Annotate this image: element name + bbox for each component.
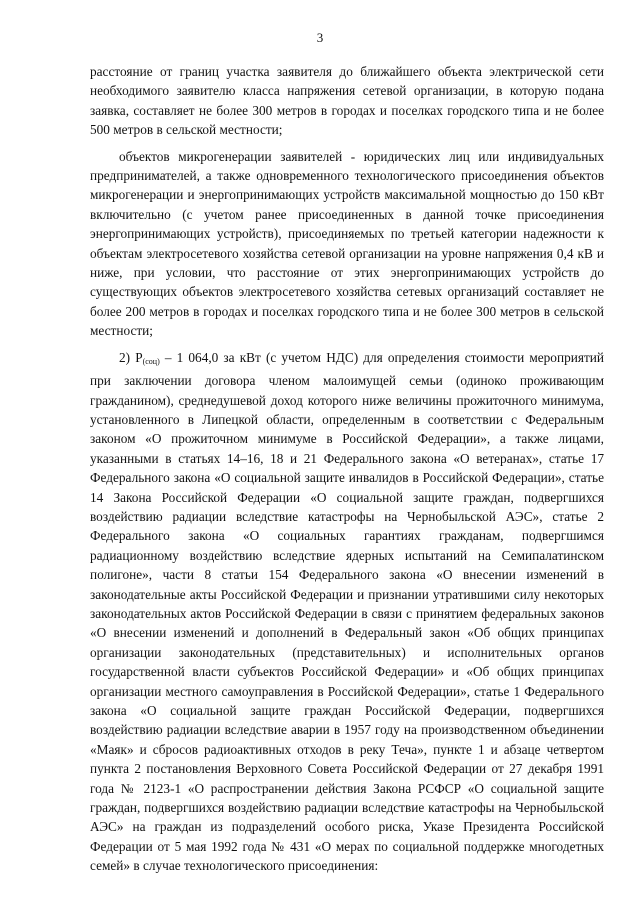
paragraph-distance-condition: расстояние от границ участка заявителя до ближайшего объекта электрической сети необходимого заявителю класса напряжения сетевой организации, в которую подана заявка, составляет не более 300 метров в городах и поселках городского типа и не более 500 метров в сельской местности;: [90, 64, 604, 138]
tariff-symbol: 2) Р: [119, 349, 143, 365]
document-body: [90, 62, 604, 883]
paragraph-social-tariff-text: – 1 064,0 за кВт (с учетом НДС) для определения стоимости мероприятий при заключении договора членом малоимущей семьи (одиноко проживающим гражданином), среднедушевой доход которого ниже величины прожиточного минимума, установленного в Липецкой области, определенным в соответствии с Федеральным законом «О прожиточном минимуме в Российской Федерации», а также лицами, указанными в статьях 14–16, 18 и 21 Федерального закона «О ветеранах», статье 17 Федерального закона «О социальной защите инвалидов в Российской Федерации», статье 14 Закона Российской Федерации «О социальной защите граждан, подвергшихся воздействию радиации вследствие катастрофы на Чернобыльской АЭС», статье 2 Федерального закона «О социальных гарантиях гражданам, подвергшимся радиационному воздействию вследствие ядерных испытаний на Семипалатинском полигоне», части 8 статьи 154 Федерального закона «О внесении изменений в законодательные акты Российской Федерации и признании утратившими силу некоторых законодательных актов Российской Федерации в связи с принятием федеральных законов «О внесении изменений и дополнений в Федеральный закон «Об общих принципах организации законодательных (представительных) и исполнительных органов государственной власти субъектов Российской Федерации» и «Об общих принципах организации местного самоуправления в Российской Федерации», статье 1 Федерального закона «О социальной защите граждан Российской Федерации, подвергшихся воздействию радиации вследствие аварии в 1957 году на производственном объединении «Маяк» и сбросов радиоактивных отходов в реку Теча», пункте 1 и абзаце четвертом пункта 2 постановления Верховного Совета Российской Федерации от 27 декабря 1991 года № 2123-1 «О распространении действия Закона РСФСР «О социальной защите граждан, подвергшихся воздействию радиации вследствие катастрофы на Чернобыльской АЭС» на граждан из подразделений особого риска, Указе Президента Российской Федерации от 5 мая 1992 года № 431 «О мерах по социальной поддержке многодетных семей» в случае технологического присоединения:: [90, 349, 604, 874]
paragraph-microgeneration: объектов микрогенерации заявителей - юридических лиц или индивидуальных предпринимателей, а также одновременного технологического присоединения объектов микрогенерации и энергопринимающих устройств максимальной мощностью до 150 кВт включительно (с учетом ранее присоединенных в данной точке присоединения энергопринимающих устройств), присоединяемых по третьей категории надежности к объектам электросетевого хозяйства сетевой организации на уровне напряжения 0,4 кВ и ниже, при условии, что расстояние от этих энергопринимающих устройств до существующих объектов электросетевого хозяйства сетевых организаций составляет не более 200 метров в городах и поселках городского типа и не более 300 метров в сельской местности;: [90, 148, 604, 339]
page-number: 3: [316, 30, 324, 45]
tariff-subscript: (соц): [142, 356, 160, 366]
paragraph-social-tariff: [90, 348, 604, 876]
